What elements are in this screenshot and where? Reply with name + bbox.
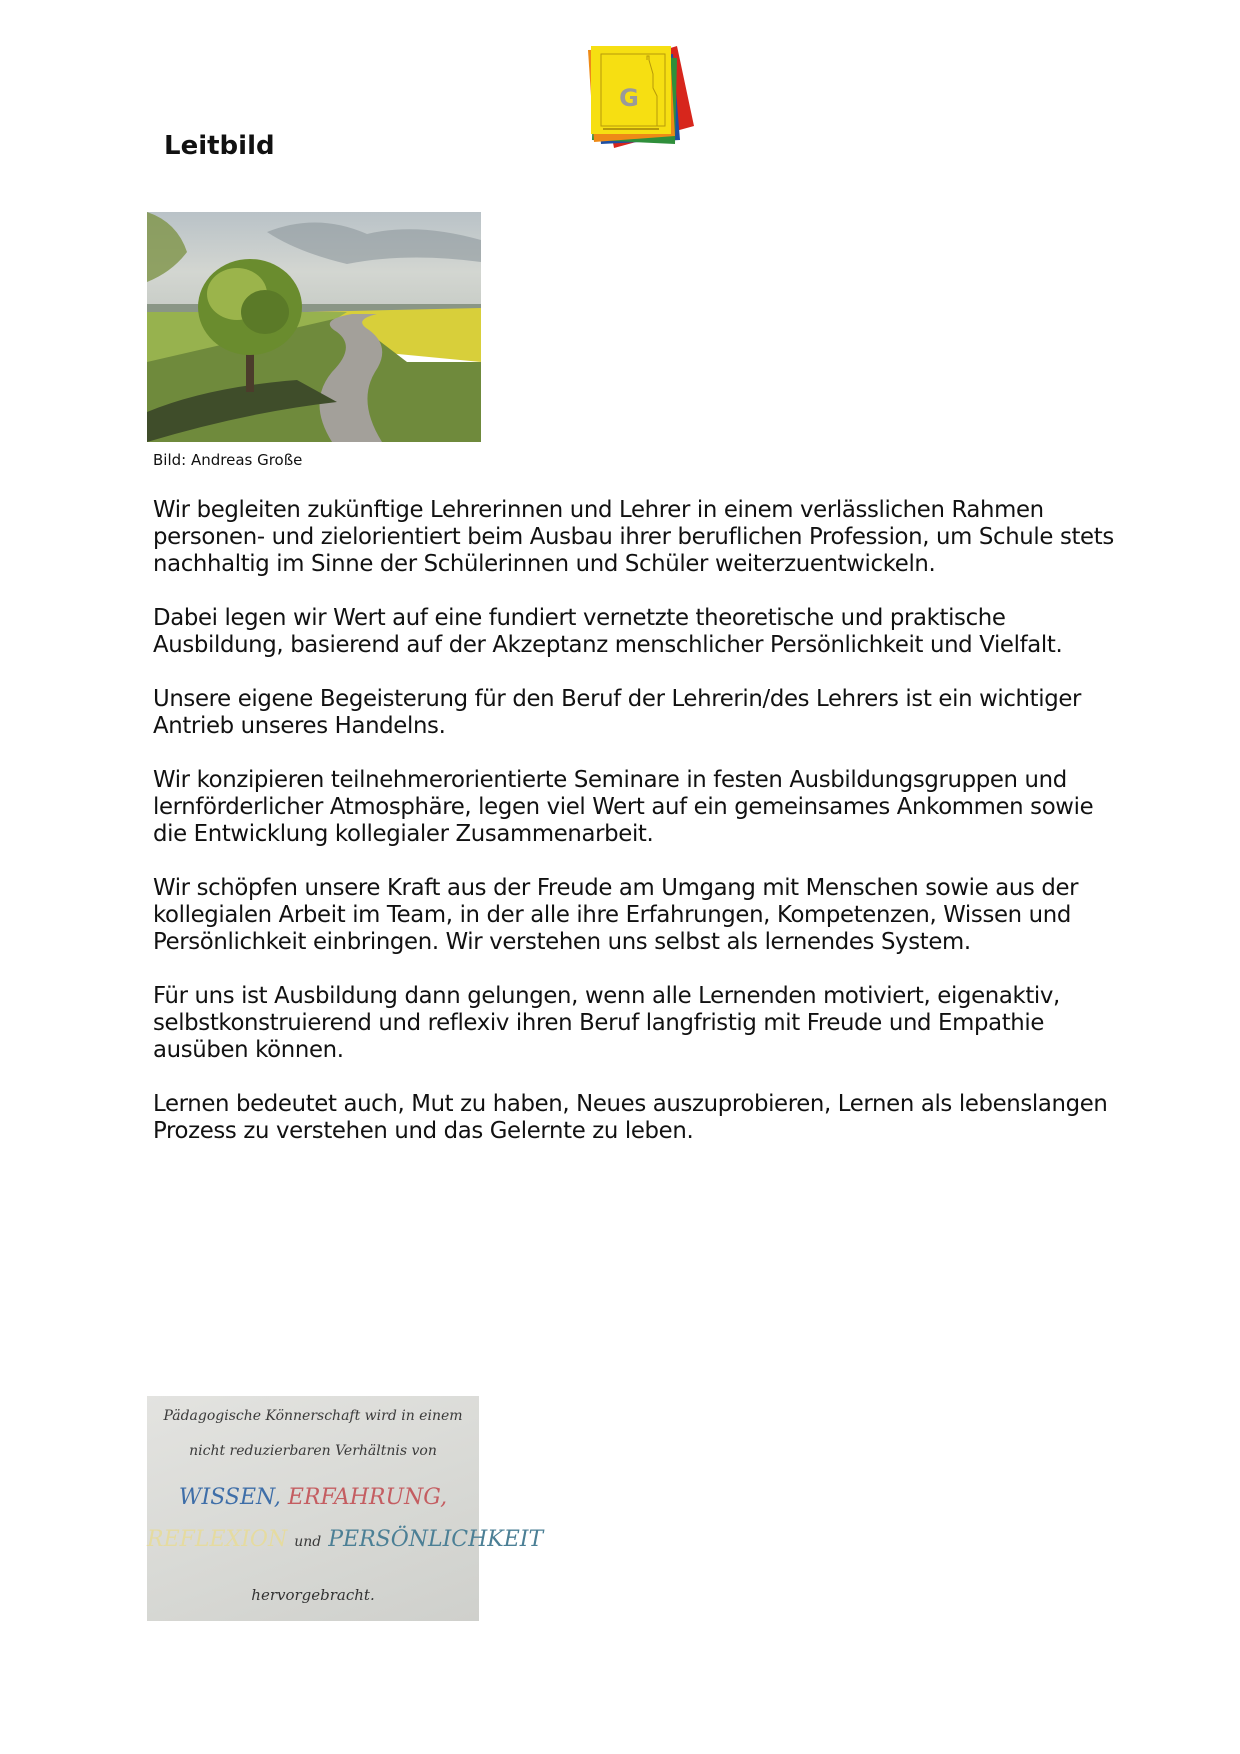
mission-statement [153, 497, 1128, 1172]
landscape-photo [147, 212, 481, 442]
paragraph: Wir schöpfen unsere Kraft aus der Freude am Umgang mit Menschen sowie aus der kollegialen Arbeit im Team, in der alle ihre Erfahrungen, Kompetenzen, Wissen und Persönlichkeit einbringen. Wir verstehen uns selbst als lernendes System. [153, 875, 1079, 955]
paragraph: Lernen bedeutet auch, Mut zu haben, Neues auszuprobieren, Lernen als lebenslangen Prozess zu verstehen und das Gelernte zu leben. [153, 1091, 1108, 1144]
quote-line: hervorgebracht. [251, 1586, 375, 1604]
handwritten-quote-card [147, 1396, 544, 1621]
quote-line: Pädagogische Könnerschaft wird in einem [163, 1408, 463, 1424]
logo-letter: G [619, 84, 639, 112]
quote-line: nicht reduzierbaren Verhältnis von [189, 1443, 437, 1459]
paragraph: Unsere eigene Begeisterung für den Beruf der Lehrerin/des Lehrers ist ein wichtiger Antrieb unseres Handelns. [153, 686, 1082, 739]
quote-line [147, 1527, 544, 1552]
quote-word-erfahrung: ERFAHRUNG, [287, 1485, 448, 1510]
quote-word-reflexion: REFLEXION [147, 1527, 288, 1552]
paragraph: Wir begleiten zukünftige Lehrerinnen und Lehrer in einem verlässlichen Rahmen personen- und zielorientiert beim Ausbau ihrer beruflichen Profession, um Schule stets nachhaltig im Sinne der Schülerinnen und Schüler weiterzuentwickeln. [153, 497, 1114, 577]
seminar-logo-icon [583, 40, 699, 152]
quote-word-wissen: WISSEN, [178, 1485, 281, 1510]
page-title: Leitbild [164, 131, 275, 161]
paragraph: Dabei legen wir Wert auf eine fundiert vernetzte theoretische und praktische Ausbildung, basierend auf der Akzeptanz menschlicher Persönlichkeit und Vielfalt. [153, 605, 1063, 658]
paragraph: Wir konzipieren teilnehmerorientierte Seminare in festen Ausbildungsgruppen und lernförderlicher Atmosphäre, legen viel Wert auf ein gemeinsames Ankommen sowie die Entwicklung kollegialer Zusammenarbeit. [153, 767, 1094, 847]
quote-line [147, 1485, 479, 1510]
paragraph: Für uns ist Ausbildung dann gelungen, wenn alle Lernenden motiviert, eigenaktiv, selbstkonstruierend und reflexiv ihren Beruf langfristig mit Freude und Empathie ausüben können. [153, 983, 1060, 1063]
quote-word-und: und [294, 1534, 322, 1550]
quote-word-persoenlichkeit: PERSÖNLICHKEIT [328, 1527, 544, 1552]
photo-caption: Bild: Andreas Große [153, 451, 303, 469]
